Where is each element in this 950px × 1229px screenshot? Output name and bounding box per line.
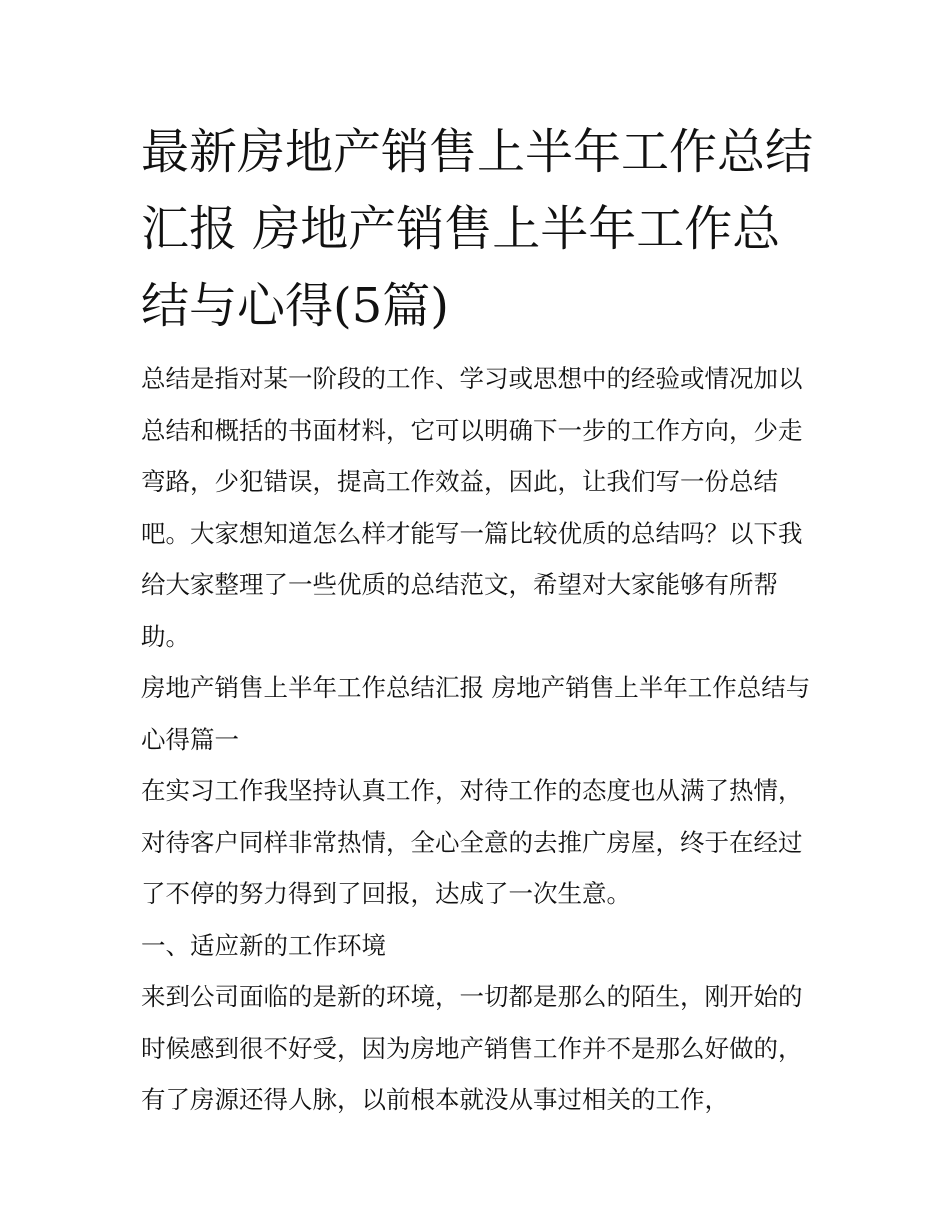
document-title: 最新房地产销售上半年工作总结汇报 房地产销售上半年工作总结与心得(5篇) (141, 124, 814, 334)
document-body (141, 114, 821, 1126)
subheading-new-environment: 一、适应新的工作环境 (141, 930, 386, 960)
intro-paragraph: 总结是指对某一阶段的工作、学习或思想中的经验或情况加以总结和概括的书面材料，它可以明确下一步的工作方向，少走弯路，少犯错误，提高工作效益，因此，让我们写一份总结吧。大家想知道怎么样才能写一篇比较优质的总结吗？以下我给大家整理了一些优质的总结范文，希望对大家能够有所帮助。 (141, 364, 803, 651)
body-paragraph: 来到公司面临的是新的环境，一切都是那么的陌生，刚开始的时候感到很不好受，因为房地产销售工作并不是那么好做的，有了房源还得人脉，以前根本就没从事过相关的工作， (141, 982, 803, 1114)
section-heading-part-one: 房地产销售上半年工作总结汇报 房地产销售上半年工作总结与心得篇一 (141, 673, 811, 754)
body-paragraph: 在实习工作我坚持认真工作，对待工作的态度也从满了热情，对待客户同样非常热情，全心全意的去推广房屋，终于在经过了不停的努力得到了回报，达成了一次生意。 (141, 776, 803, 908)
